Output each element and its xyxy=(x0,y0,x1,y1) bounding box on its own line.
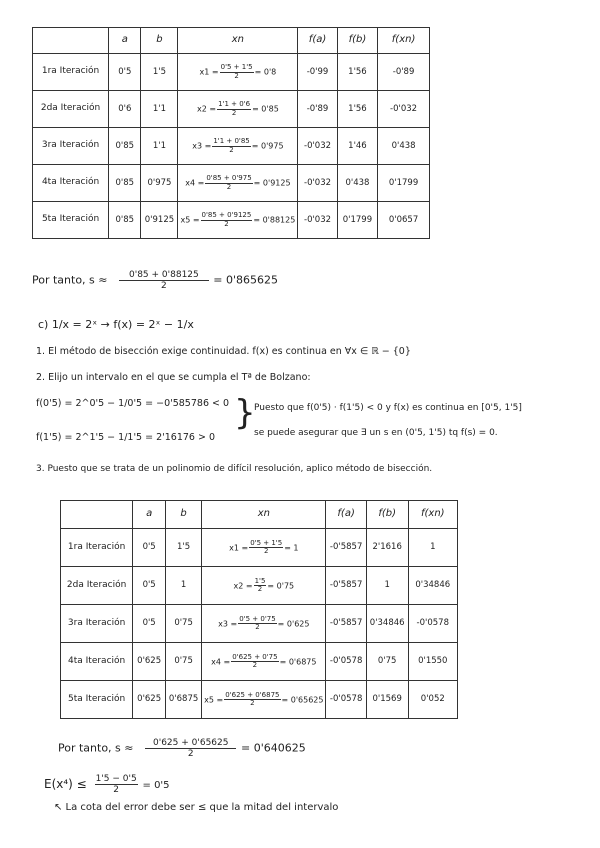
bolzano-line-2: se puede asegurar que ∃ un s en (0'5, 1'5) tq f(s) = 0. xyxy=(254,428,498,438)
cell-xn xyxy=(202,681,326,719)
cell-fb: 1'46 xyxy=(337,128,377,165)
error-den: 2 xyxy=(113,785,119,795)
xn-fraction xyxy=(238,616,276,632)
cell-a: 0'5 xyxy=(109,54,141,91)
xn-variable: x5 = xyxy=(180,215,200,225)
cell-fb: 0'1799 xyxy=(337,202,377,239)
header-fa: f(a) xyxy=(298,28,337,54)
header-a: a xyxy=(133,501,166,529)
header-b: b xyxy=(166,501,202,529)
cell-xn xyxy=(178,91,298,128)
row-label: 5ta Iteración xyxy=(33,202,109,239)
xn-numerator: 0'625 + 0'75 xyxy=(232,652,278,661)
cell-fxn: -0'032 xyxy=(378,91,430,128)
cell-xn xyxy=(178,54,298,91)
item-3-method: 3. Puesto que se trata de un polinomio de difícil resolución, aplico método de bisección. xyxy=(36,464,433,474)
row-label: 4ta Iteración xyxy=(61,643,133,681)
xn-fraction xyxy=(212,138,250,154)
cell-fa: -0'0578 xyxy=(326,681,366,719)
xn-denominator: 2 xyxy=(234,71,239,80)
table-row xyxy=(61,529,458,567)
table-header-row xyxy=(33,28,430,54)
cell-a: 0'625 xyxy=(133,643,166,681)
xn-variable: x2 = xyxy=(197,104,217,114)
cell-fxn: 0'1550 xyxy=(408,643,457,681)
xn-fraction xyxy=(231,654,278,670)
cell-fa: -0'5857 xyxy=(326,567,366,605)
xn-numerator: 1'1 + 0'6 xyxy=(218,100,251,109)
cell-a: 0'5 xyxy=(133,529,166,567)
header-fa: f(a) xyxy=(326,501,366,529)
xn-result: = 0'75 xyxy=(267,581,295,590)
xn-result: = 0'85 xyxy=(252,104,279,114)
conclusion-1-fraction xyxy=(119,270,209,291)
header-fb: f(b) xyxy=(337,28,377,54)
cell-xn xyxy=(202,643,326,681)
cell-a: 0'5 xyxy=(133,605,166,643)
cell-xn xyxy=(178,128,298,165)
cell-a: 0'625 xyxy=(133,681,166,719)
xn-variable: x1 = xyxy=(229,543,249,552)
conclusion-2-num: 0'625 + 0'65625 xyxy=(145,738,236,749)
cell-fb: 1 xyxy=(366,567,408,605)
xn-variable: x4 = xyxy=(211,657,231,666)
cell-b: 1 xyxy=(166,567,202,605)
conclusion-2-fraction xyxy=(145,738,236,759)
table-row xyxy=(33,128,430,165)
xn-denominator: 2 xyxy=(224,219,229,228)
cell-fb: 0'438 xyxy=(337,165,377,202)
table-row xyxy=(33,202,430,239)
cell-a: 0'85 xyxy=(109,202,141,239)
conclusion-2 xyxy=(58,738,306,759)
cell-b: 0'75 xyxy=(166,605,202,643)
cell-fa: -0'032 xyxy=(298,128,337,165)
xn-result: = 0'625 xyxy=(277,619,310,628)
row-label: 4ta Iteración xyxy=(33,165,109,202)
header-fb: f(b) xyxy=(366,501,408,529)
xn-denominator: 2 xyxy=(257,585,263,593)
cell-fxn: 0'0657 xyxy=(378,202,430,239)
cell-a: 0'5 xyxy=(133,567,166,605)
item-1-continuity: 1. El método de bisección exige continuidad. f(x) es continua en ∀x ∈ ℝ − {0} xyxy=(36,346,411,357)
cell-fa: -0'99 xyxy=(298,54,337,91)
cell-fxn: 0'1799 xyxy=(378,165,430,202)
xn-numerator: 0'85 + 0'9125 xyxy=(201,211,252,220)
row-label: 5ta Iteración xyxy=(61,681,133,719)
cell-fb: 0'1569 xyxy=(366,681,408,719)
cell-fxn: 1 xyxy=(408,529,457,567)
cell-b: 1'5 xyxy=(166,529,202,567)
error-note: ↖ La cota del error debe ser ≤ que la mitad del intervalo xyxy=(54,802,339,813)
xn-fraction xyxy=(254,578,267,594)
cell-fa: -0'5857 xyxy=(326,605,366,643)
section-c-equation: c) 1/x = 2ˣ → f(x) = 2ˣ − 1/x xyxy=(38,318,194,331)
table-row xyxy=(61,681,458,719)
conclusion-2-prefix: Por tanto, s ≈ xyxy=(58,741,134,755)
cell-b: 0'975 xyxy=(141,165,178,202)
table-row xyxy=(61,567,458,605)
row-label: 2da Iteración xyxy=(33,91,109,128)
xn-variable: x3 = xyxy=(192,141,212,151)
cell-fa: -0'032 xyxy=(298,202,337,239)
xn-numerator: 0'5 + 1'5 xyxy=(220,63,253,72)
header-fxn: f(xn) xyxy=(408,501,457,529)
xn-numerator: 0'5 + 1'5 xyxy=(250,538,283,547)
xn-variable: x5 = xyxy=(204,695,224,704)
cell-a: 0'85 xyxy=(109,128,141,165)
calc-f-15: f(1'5) = 2^1'5 − 1/1'5 = 2'16176 > 0 xyxy=(36,432,216,443)
cell-xn xyxy=(202,605,326,643)
error-fraction xyxy=(95,774,138,795)
xn-result: = 0'88125 xyxy=(253,215,296,225)
cell-a: 0'85 xyxy=(109,165,141,202)
xn-numerator: 1'1 + 0'85 xyxy=(213,137,250,146)
xn-fraction xyxy=(249,540,283,556)
cell-fb: 1'56 xyxy=(337,91,377,128)
conclusion-2-result: = 0'640625 xyxy=(240,741,306,755)
xn-result: = 0'8 xyxy=(254,67,277,77)
row-label: 3ra Iteración xyxy=(33,128,109,165)
xn-fraction xyxy=(201,212,253,228)
cell-b: 0'6875 xyxy=(166,681,202,719)
cell-b: 1'5 xyxy=(141,54,178,91)
xn-denominator: 2 xyxy=(229,145,234,154)
table-row xyxy=(33,91,430,128)
cell-fb: 0'75 xyxy=(366,643,408,681)
cell-b: 1'1 xyxy=(141,128,178,165)
header-b: b xyxy=(141,28,178,54)
xn-variable: x1 = xyxy=(199,67,219,77)
conclusion-1-result: = 0'865625 xyxy=(213,273,278,287)
bolzano-line-1: Puesto que f(0'5) · f(1'5) < 0 y f(x) es continua en [0'5, 1'5] xyxy=(254,403,522,413)
xn-denominator: 2 xyxy=(255,623,260,631)
cell-b: 0'9125 xyxy=(141,202,178,239)
error-result: = 0'5 xyxy=(142,780,170,791)
xn-numerator: 0'85 + 0'975 xyxy=(206,174,252,183)
xn-result: = 0'65625 xyxy=(281,695,324,704)
cell-xn xyxy=(202,529,326,567)
cell-fxn: 0'052 xyxy=(408,681,457,719)
xn-fraction xyxy=(217,101,251,117)
xn-variable: x3 = xyxy=(218,619,238,628)
xn-variable: x2 = xyxy=(233,581,253,590)
xn-fraction xyxy=(220,64,254,80)
conclusion-1-num: 0'85 + 0'88125 xyxy=(119,270,209,281)
cell-fb: 0'34846 xyxy=(366,605,408,643)
conclusion-2-den: 2 xyxy=(187,749,194,759)
cell-fxn: -0'89 xyxy=(378,54,430,91)
xn-result: = 0'975 xyxy=(251,141,284,151)
table-row xyxy=(61,643,458,681)
xn-fraction xyxy=(224,692,280,708)
cell-fxn: -0'0578 xyxy=(408,605,457,643)
header-fxn: f(xn) xyxy=(378,28,430,54)
header-a: a xyxy=(109,28,141,54)
cell-fb: 1'56 xyxy=(337,54,377,91)
row-label: 1ra Iteración xyxy=(33,54,109,91)
row-label: 2da Iteración xyxy=(61,567,133,605)
cell-xn xyxy=(178,165,298,202)
cell-xn xyxy=(202,567,326,605)
calc-f-05: f(0'5) = 2^0'5 − 1/0'5 = −0'585786 < 0 xyxy=(36,398,230,409)
conclusion-1 xyxy=(32,270,278,291)
xn-fraction xyxy=(205,175,252,191)
table-row xyxy=(61,605,458,643)
cell-xn xyxy=(178,202,298,239)
table-row xyxy=(33,54,430,91)
xn-denominator: 2 xyxy=(231,108,237,117)
header-empty xyxy=(61,501,133,529)
conclusion-1-den: 2 xyxy=(161,281,167,291)
xn-numerator: 0'5 + 0'75 xyxy=(239,614,276,623)
cell-b: 0'75 xyxy=(166,643,202,681)
error-bound xyxy=(44,774,170,795)
cell-fxn: 0'438 xyxy=(378,128,430,165)
bisection-table-1 xyxy=(32,27,430,239)
header-xn: xn xyxy=(178,28,298,54)
header-empty xyxy=(33,28,109,54)
xn-numerator: 0'625 + 0'6875 xyxy=(225,690,280,699)
error-num: 1'5 − 0'5 xyxy=(95,774,137,784)
brace-icon: } xyxy=(234,393,256,433)
error-lhs: E(x⁴) ≤ xyxy=(44,777,87,791)
table-row xyxy=(33,165,430,202)
bisection-table-2 xyxy=(60,500,458,719)
item-2-bolzano: 2. Elijo un intervalo en el que se cumpla el Tª de Bolzano: xyxy=(36,372,311,383)
cell-b: 1'1 xyxy=(141,91,178,128)
xn-result: = 1 xyxy=(284,543,299,552)
row-label: 1ra Iteración xyxy=(61,529,133,567)
xn-denominator: 2 xyxy=(226,182,232,191)
xn-denominator: 2 xyxy=(250,699,255,707)
header-xn: xn xyxy=(202,501,326,529)
xn-denominator: 2 xyxy=(263,547,269,555)
cell-fa: -0'5857 xyxy=(326,529,366,567)
xn-result: = 0'6875 xyxy=(279,657,317,666)
cell-fa: -0'0578 xyxy=(326,643,366,681)
xn-numerator: 1'5 xyxy=(254,576,266,585)
cell-fa: -0'032 xyxy=(298,165,337,202)
xn-result: = 0'9125 xyxy=(253,178,291,188)
row-label: 3ra Iteración xyxy=(61,605,133,643)
conclusion-1-prefix: Por tanto, s ≈ xyxy=(32,273,108,287)
xn-variable: x4 = xyxy=(185,178,205,188)
cell-fa: -0'89 xyxy=(298,91,337,128)
cell-a: 0'6 xyxy=(109,91,141,128)
cell-fxn: 0'34846 xyxy=(408,567,457,605)
xn-denominator: 2 xyxy=(252,661,258,669)
cell-fb: 2'1616 xyxy=(366,529,408,567)
table-header-row xyxy=(61,501,458,529)
